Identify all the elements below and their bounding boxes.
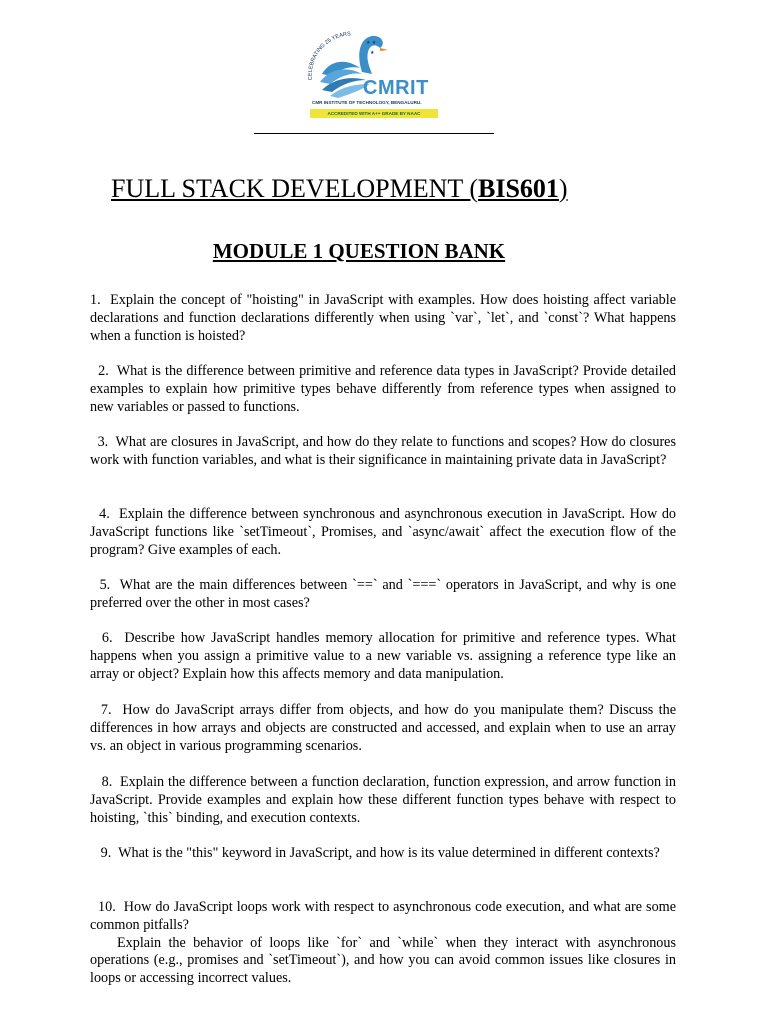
svg-text:CELEBRATING 25 YEARS (308, 31, 352, 80)
question-number: 9. (90, 845, 119, 861)
question-number: 4. (90, 506, 119, 522)
question-3 (90, 434, 676, 470)
question-text: What are the main differences between `==` and `===` operators in JavaScript, and why is one preferred over the other in most cases? (90, 577, 676, 611)
question-text: What are closures in JavaScript, and how do they relate to functions and scopes? How do closures work with function variables, and what is their significance in maintaining private data in JavaScript? (90, 434, 676, 468)
question-number: 1. (90, 292, 111, 308)
question-text: Explain the concept of "hoisting" in JavaScript with examples. How does hoisting affect variable declarations and function declarations differently when using `var`, `let`, and `const`? What happens when a function is hoisted? (90, 292, 676, 344)
question-5 (90, 577, 676, 613)
document-subtitle: MODULE 1 QUESTION BANK (212, 239, 506, 263)
question-text: What is the "this" keyword in JavaScript, and how is its value determined in different contexts? (118, 845, 660, 861)
question-text-continued: Explain the behavior of loops like `for` and `while` when they interact with asynchronous operations (e.g., promises and `setTimeout`), and how you can avoid common issues like closures in loops or accessing incorrect values. (90, 934, 676, 987)
question-text: How do JavaScript arrays differ from objects, and how do you manipulate them? Discuss the differences in how arrays and objects are constructed and accessed, and explain when to use an array vs. an object in various programming scenarios. (90, 702, 677, 754)
question-text: Explain the difference between a function declaration, function expression, and arrow function in JavaScript. Provide examples and explain how these different function types behave with respect to hoisting, `this` binding, and execution contexts. (90, 774, 677, 826)
question-6 (90, 630, 676, 683)
question-number: 8. (90, 774, 121, 790)
question-10 (90, 899, 676, 988)
logo-accreditation: ACCREDITED WITH A++ GRADE BY NAAC (310, 109, 438, 118)
question-text: What is the difference between primitive and reference data types in JavaScript? Provide detailed examples to explain how primitive types behave differently from reference types when assigned to new variables or passed to functions. (90, 363, 676, 415)
question-number: 10. (90, 899, 124, 915)
question-number: 5. (90, 577, 120, 593)
question-text: Explain the difference between synchronous and asynchronous execution in JavaScript. How do JavaScript functions like `setTimeout`, Promises, and `async/await` affect the execution flow of the program? Give examples of each. (90, 506, 677, 558)
question-number: 3. (90, 434, 116, 450)
question-1 (90, 292, 676, 345)
question-text: Describe how JavaScript handles memory allocation for primitive and reference types. What happens when you assign a primitive value to a new variable vs. assigning a reference type like an array or object? Explain how this affects memory and data manipulation. (90, 630, 677, 682)
star-icon: ★ ★ (366, 41, 377, 46)
course-code: BIS601 (477, 174, 559, 203)
question-9 (90, 845, 676, 863)
celebrating-25-years-arc (296, 24, 386, 84)
header-divider (254, 133, 494, 134)
logo-institute: CMR INSTITUTE OF TECHNOLOGY, BENGALURU. (312, 100, 422, 105)
question-4 (90, 506, 676, 559)
document-title (111, 172, 671, 206)
celebrating-text: CELEBRATING 25 YEARS (307, 31, 351, 81)
question-number: 6. (90, 630, 125, 646)
question-2 (90, 363, 676, 416)
title-suffix: ) (558, 174, 568, 203)
question-7 (90, 702, 676, 755)
star-icon: ★ (370, 51, 375, 56)
question-8 (90, 774, 676, 827)
question-number: 2. (90, 363, 117, 379)
question-text: How do JavaScript loops work with respect to asynchronous code execution, and what are some common pitfalls? (90, 899, 677, 933)
question-number: 7. (90, 702, 123, 718)
logo-name: CMRIT (363, 77, 429, 99)
title-prefix: FULL STACK DEVELOPMENT ( (111, 174, 478, 203)
